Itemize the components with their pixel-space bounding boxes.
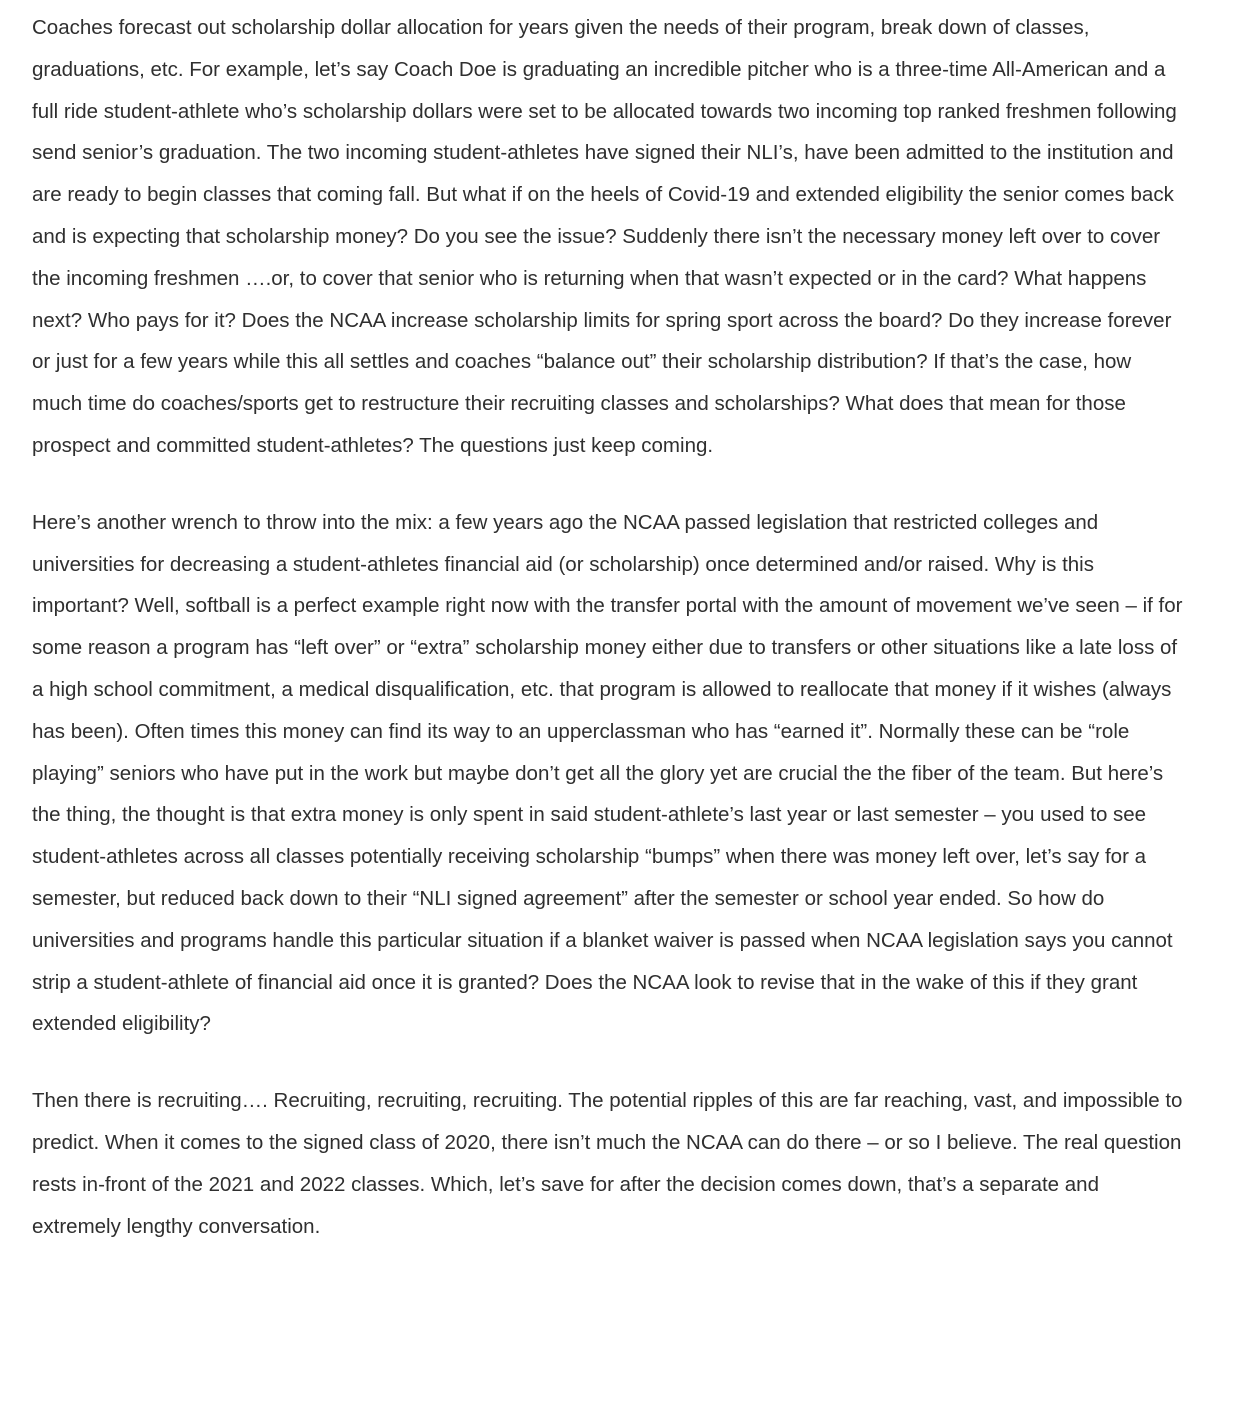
paragraph-recruiting: Then there is recruiting…. Recruiting, recruiting, recruiting. The potential ripples of this are far reaching, vast, and impossible to predict. When it comes to the signed class of 2020, there isn’t much the NCAA can do there – or so I believe. The real question rests in-front of the 2021 and 2022 classes. Which, let’s save for after the decision comes down, that’s a separate and extremely lengthy conversation. <box>32 1089 1183 1238</box>
paragraph-financial-aid-legislation: Here’s another wrench to throw into the mix: a few years ago the NCAA passed legislation that restricted colleges and universities for decreasing a student-athletes financial aid (or scholarship) once determined and/or raised. Why is this important? Well, softball is a perfect example right now with the transfer portal with the amount of movement we’ve seen – if for some reason a program has “left over” or “extra” scholarship money either due to transfers or other situations like a late loss of a high school commitment, a medical disqualification, etc. that program is allowed to reallocate that money if it wishes (always has been). Often times this money can find its way to an upperclassman who has “earned it”. Normally these can be “role playing” seniors who have put in the work but maybe don’t get all the glory yet are crucial the the fiber of the team. But here’s the thing, the thought is that extra money is only spent in said student-athlete’s last year or last semester – you used to see student-athletes across all classes potentially receiving scholarship “bumps” when there was money left over, let’s say for a semester, but reduced back down to their “NLI signed agreement” after the semester or school year ended. So how do universities and programs handle this particular situation if a blanket waiver is passed when NCAA legislation says you cannot strip a student-athlete of financial aid once it is granted? Does the NCAA look to revise that in the wake of this if they grant extended eligibility? <box>32 510 1183 1036</box>
paragraph-scholarship-forecast: Coaches forecast out scholarship dollar allocation for years given the needs of their program, break down of classes, graduations, etc. For example, let’s say Coach Doe is graduating an incredible pitcher who is a three-time All-American and a full ride student-athlete who’s scholarship dollars were set to be allocated towards two incoming top ranked freshmen following send senior’s graduation. The two incoming student-athletes have signed their NLI’s, have been admitted to the institution and are ready to begin classes that coming fall. But what if on the heels of Covid-19 and extended eligibility the senior comes back and is expecting that scholarship money? Do you see the issue? Suddenly there isn’t the necessary money left over to cover the incoming freshmen ….or, to cover that senior who is returning when that wasn’t expected or in the card? What happens next? Who pays for it? Does the NCAA increase scholarship limits for spring sport across the board? Do they increase forever or just for a few years while this all settles and coaches “balance out” their scholarship distribution? If that’s the case, how much time do coaches/sports get to restructure their recruiting classes and scholarships? What does that mean for those prospect and committed student-athletes? The questions just keep coming. <box>32 16 1177 457</box>
